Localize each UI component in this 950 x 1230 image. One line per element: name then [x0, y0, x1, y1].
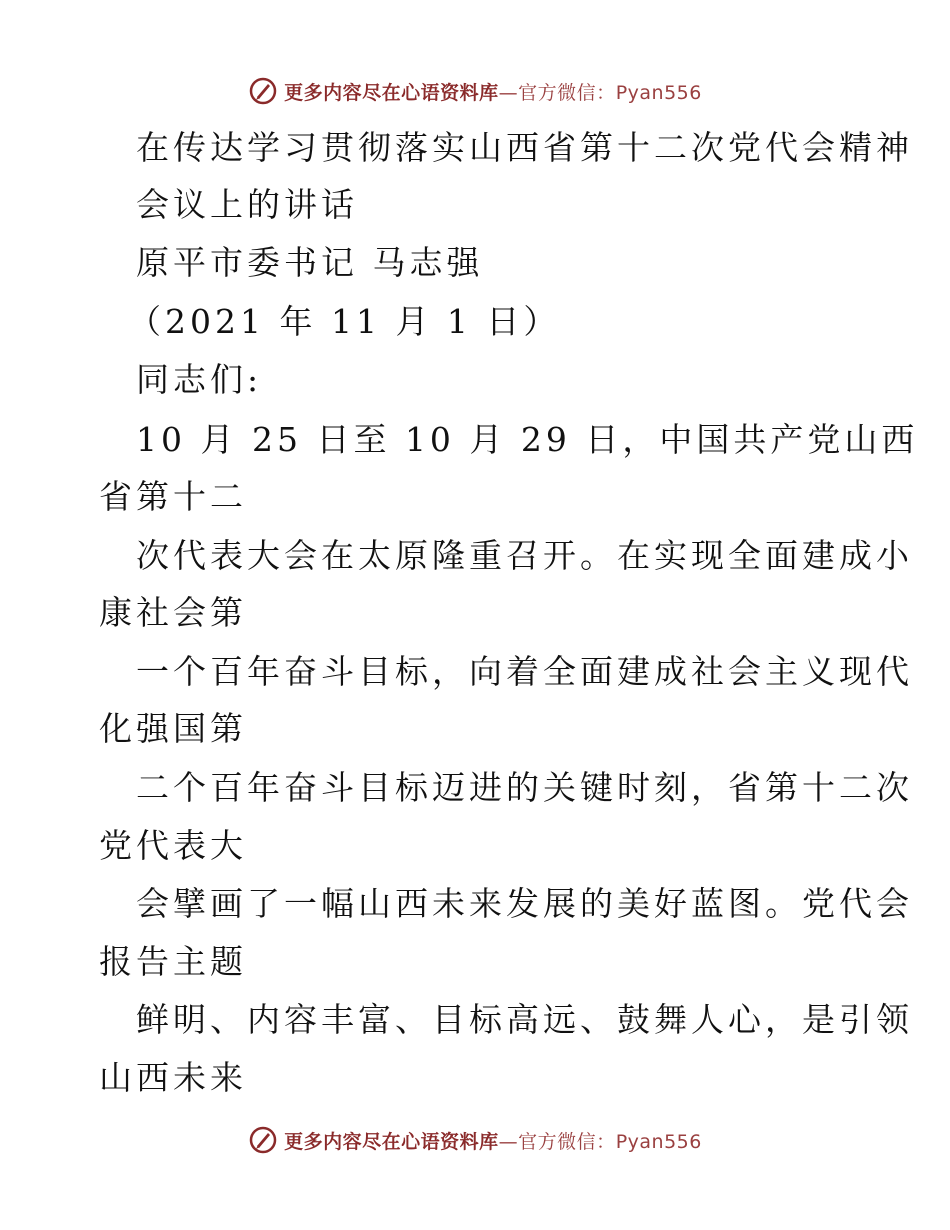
body-line: 省第十二 [99, 477, 247, 516]
body-line: 康社会第 [99, 593, 247, 632]
body-line: 报告主题 [99, 942, 247, 981]
quill-logo-icon [248, 1125, 278, 1155]
body-line: 鲜明、内容丰富、目标高远、鼓舞人心，是引领 [136, 1000, 913, 1039]
body-line: 化强国第 [99, 709, 247, 748]
date-line: （2021 年 11 月 1 日） [128, 302, 561, 341]
watermark-text: 更多内容尽在心语资料库—官方微信：Pyan556 [284, 81, 702, 104]
body-line: 党代表大 [99, 826, 247, 865]
watermark-text: 更多内容尽在心语资料库—官方微信：Pyan556 [284, 1130, 702, 1153]
author-line: 原平市委书记 马志强 [136, 243, 484, 282]
document-title-line-2: 会议上的讲话 [136, 185, 358, 224]
body-line: 次代表大会在太原隆重召开。在实现全面建成小 [136, 536, 913, 575]
body-line: 山西未来 [99, 1058, 247, 1097]
quill-logo-icon [248, 76, 278, 106]
salutation: 同志们: [136, 360, 263, 399]
body-line: 10 月 25 日至 10 月 29 日，中国共产党山西 [136, 420, 919, 459]
body-line: 一个百年奋斗目标，向着全面建成社会主义现代 [136, 652, 913, 691]
body-line: 二个百年奋斗目标迈进的关键时刻，省第十二次 [136, 768, 913, 807]
watermark-banner-top [0, 71, 950, 111]
body-line: 会擘画了一幅山西未来发展的美好蓝图。党代会 [136, 884, 913, 923]
watermark-banner-bottom [0, 1120, 950, 1160]
document-title-line-1: 在传达学习贯彻落实山西省第十二次党代会精神 [136, 128, 913, 167]
